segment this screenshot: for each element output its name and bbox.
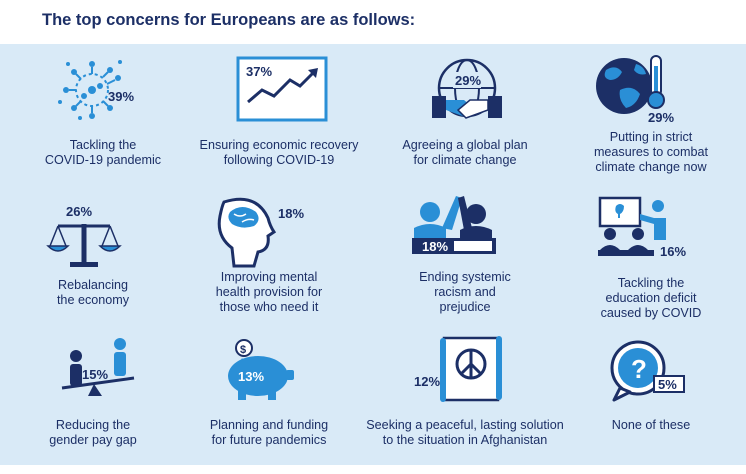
concern-item-climate-plan [372, 50, 558, 190]
label-line: following COVID-19 [223, 153, 335, 167]
label-line: health provision for [215, 285, 323, 299]
concern-item-racism [372, 194, 558, 334]
concern-item-gender-pay-gap [0, 334, 186, 474]
percent-label: 13% [238, 369, 265, 384]
label-line: climate change now [595, 160, 707, 174]
label-line: Tackling the [617, 276, 685, 290]
virus-icon [10, 50, 196, 130]
label-line: to the situation in Afghanistan [382, 433, 548, 447]
concern-item-covid [10, 50, 196, 190]
concern-item-none [558, 334, 744, 474]
label-line: prejudice [439, 300, 491, 314]
percent-label: 37% [246, 64, 273, 79]
concern-item-climate-measures [558, 50, 744, 190]
handshake-globe-icon [372, 50, 558, 130]
concern-item-rebalancing-economy [0, 194, 186, 334]
percent-label: 12% [414, 374, 441, 389]
concern-item-pandemic-funding [176, 334, 362, 474]
peace-scroll-icon [352, 334, 578, 414]
label-line: Reducing the [55, 418, 131, 432]
label-line: caused by COVID [600, 306, 702, 320]
piggy-bank-icon [176, 334, 362, 414]
percent-label: 26% [66, 204, 93, 219]
percent-label: 29% [648, 110, 675, 125]
percent-label: 18% [278, 206, 305, 221]
label-line: those who need it [219, 300, 319, 314]
page-title: The top concerns for Europeans are as follows: [42, 11, 416, 29]
label-line: COVID-19 pandemic [44, 153, 162, 167]
percent-label: 15% [82, 367, 109, 382]
label-line: Rebalancing [57, 278, 129, 292]
label-line: Ending systemic [419, 270, 511, 284]
concern-item-mental-health [176, 194, 362, 334]
label-line: racism and [434, 285, 496, 299]
label-line: Agreeing a global plan [402, 138, 528, 152]
label-line: Planning and funding [209, 418, 329, 432]
label-line: None of these [611, 418, 691, 432]
svg-text:$: $ [240, 344, 247, 356]
label-line: gender pay gap [49, 433, 137, 447]
label-line: Tackling the [69, 138, 137, 152]
label-line: measures to combat [593, 145, 709, 159]
percent-label: 29% [455, 73, 482, 88]
concern-item-education [558, 194, 744, 334]
percent-label: 18% [422, 239, 449, 254]
label-line: Improving mental [220, 270, 318, 284]
percent-label: 5% [658, 377, 677, 392]
concern-item-economic-recovery [186, 50, 372, 190]
growth-chart-icon [186, 50, 372, 130]
percent-label: 16% [660, 244, 687, 259]
label-line: Putting in strict [609, 130, 693, 144]
percent-label: 39% [108, 89, 135, 104]
concerns-panel [0, 44, 746, 465]
raised-hands-icon [372, 194, 558, 274]
classroom-icon [558, 194, 744, 274]
label-line: Ensuring economic recovery [199, 138, 359, 152]
svg-text:?: ? [631, 354, 647, 384]
label-line: education deficit [605, 291, 697, 305]
concern-item-afghanistan [352, 334, 578, 474]
seesaw-people-icon [0, 334, 186, 414]
label-line: the economy [56, 293, 130, 307]
scales-icon [0, 194, 186, 274]
question-bubble-icon [558, 334, 744, 414]
head-brain-icon [176, 194, 362, 274]
label-line: for climate change [413, 153, 517, 167]
earth-thermometer-icon [558, 50, 744, 130]
label-line: for future pandemics [211, 433, 327, 447]
label-line: Seeking a peaceful, lasting solution [366, 418, 564, 432]
header [0, 0, 746, 44]
